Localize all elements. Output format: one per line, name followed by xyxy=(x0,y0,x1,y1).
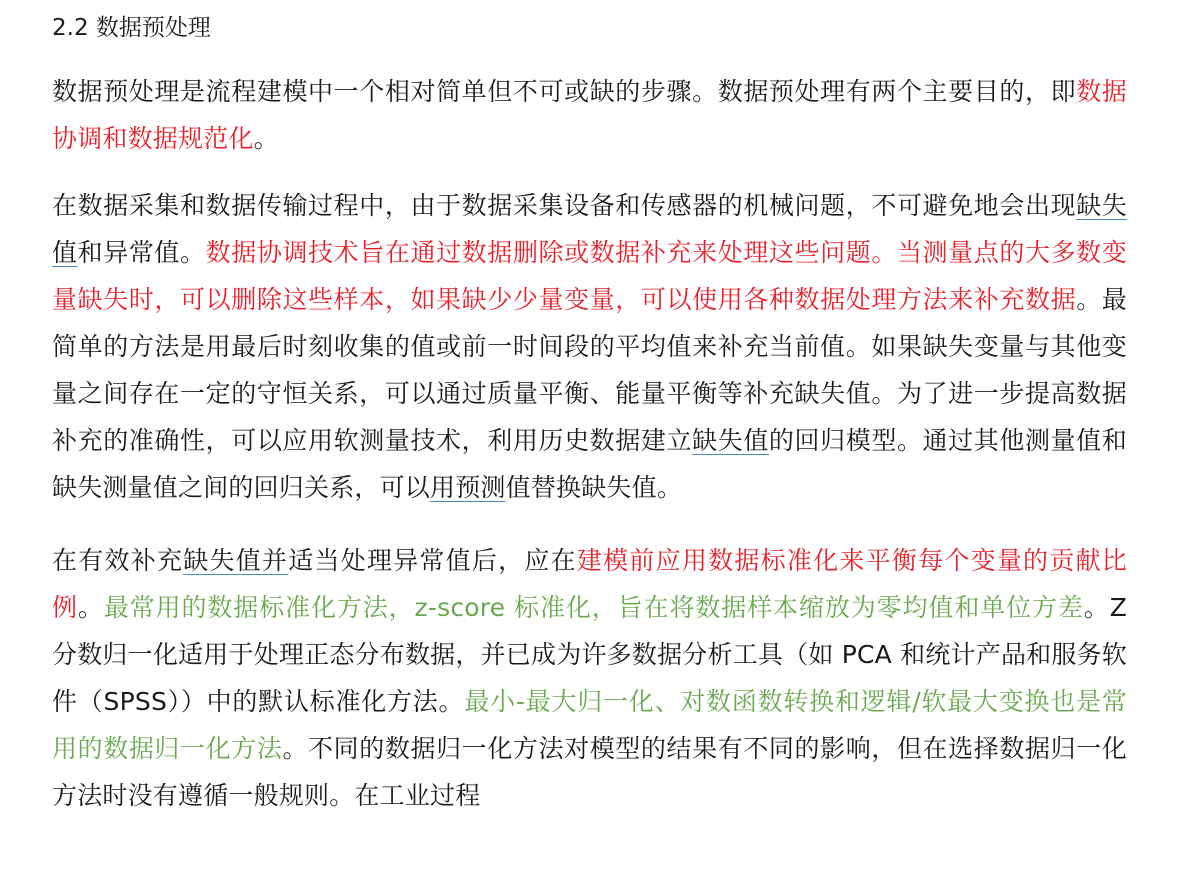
highlight-green: 最小-最大归一化、对数函数转换和逻辑/软最大变换也是常用的数据归一化方法 xyxy=(52,687,1127,763)
highlight-red: 数据协调和数据规范化 xyxy=(52,77,1127,153)
section-heading: 2.2 数据预处理 xyxy=(52,15,211,41)
text-run: 数据预处理是流程建模中一个相对简单但不可或缺的步骤。数据预处理有两个主要目的，即 xyxy=(52,77,1077,106)
paragraph-intro xyxy=(52,68,1127,162)
highlight-green: 最常用的数据标准化方法，z-score 标准化，旨在将数据样本缩放为零均值和单位方差 xyxy=(103,593,1084,622)
text-run: 适当处理异常值后，应在 xyxy=(288,546,577,575)
text-run: 值替换缺失值。 xyxy=(505,473,683,502)
text-run: 和异常值。 xyxy=(77,238,206,267)
highlight-red: 建模前应用数据标准化来平衡每个变量的贡献比例 xyxy=(52,546,1127,622)
text-run: 的回归模型。通过其他测量值和缺失测量值之间的回归关系，可以 xyxy=(52,426,1127,502)
underlined-term: 缺失值 xyxy=(52,191,1127,267)
underlined-term: 用预测 xyxy=(430,473,506,502)
text-run: 。 xyxy=(253,124,279,153)
text-run: 。Z 分数归一化适用于处理正态分布数据，并已成为许多数据分析工具（如 PCA 和统计产品和服务软件（SPSS））中的默认标准化方法。 xyxy=(52,593,1128,716)
text-run: 在数据采集和数据传输过程中，由于数据采集设备和传感器的机械问题，不可避免地会出现 xyxy=(52,191,1077,220)
text-run: 。最简单的方法是用最后时刻收集的值或前一时间段的平均值来补充当前值。如果缺失变量与其他变量之间存在一定的守恒关系，可以通过质量平衡、能量平衡等补充缺失值。为了进一步提高数据补充的准确性，可以应用软测量技术，利用历史数据建立 xyxy=(52,285,1127,455)
text-run: 在有效补充 xyxy=(52,546,184,575)
highlight-red: 数据协调技术旨在通过数据删除或数据补充来处理这些问题。当测量点的大多数变量缺失时，可以删除这些样本，如果缺少少量变量，可以使用各种数据处理方法来补充数据 xyxy=(52,238,1127,314)
text-run: 。 xyxy=(77,593,104,622)
underlined-term: 缺失值 xyxy=(692,426,769,455)
paragraph-normalization xyxy=(52,537,1127,819)
underlined-term: 缺失值并 xyxy=(183,546,289,575)
document-page xyxy=(52,0,1127,819)
text-run: 。不同的数据归一化方法对模型的结果有不同的影响，但在选择数据归一化方法时没有遵循一般规则。在工业过程 xyxy=(52,734,1127,810)
paragraph-data-reconciliation xyxy=(52,182,1127,511)
